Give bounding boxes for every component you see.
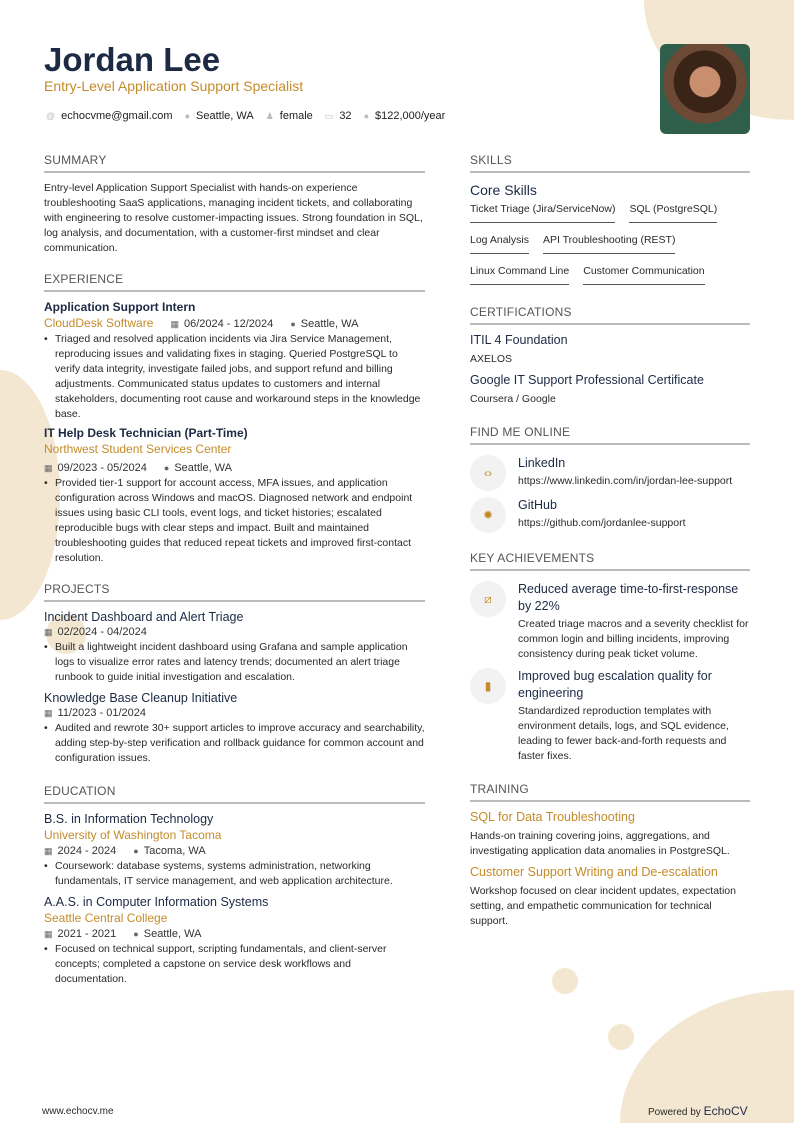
brand-name: EchoCV xyxy=(703,1104,748,1118)
contact-age xyxy=(325,109,352,124)
job-location xyxy=(164,461,232,476)
section-heading: SUMMARY xyxy=(44,153,425,173)
edu-description: • Coursework: database systems, systems administration, networking fundamentals, IT service management, and web application architecture. xyxy=(44,859,425,889)
bookmark-icon: ▮ xyxy=(470,668,506,704)
bookmark-slash-icon: ⧄ xyxy=(470,581,506,617)
calendar-icon: ▭ xyxy=(324,111,334,121)
link-name: GitHub xyxy=(518,498,557,512)
education-item xyxy=(44,895,425,987)
contact-text: 32 xyxy=(339,110,352,122)
training-text: Workshop focused on clear incident updates, expectation setting, and empathetic communication for technical support. xyxy=(470,885,736,927)
school: University of Washington Tacoma xyxy=(44,828,222,842)
training-title: SQL for Data Troubleshooting xyxy=(470,810,635,824)
section-heading: CERTIFICATIONS xyxy=(470,305,750,325)
contact-text: Seattle, WA xyxy=(196,110,254,122)
contact-text: female xyxy=(279,110,313,122)
school: Seattle Central College xyxy=(44,911,168,925)
edu-location xyxy=(133,927,201,942)
contact-gender xyxy=(266,109,313,124)
location-text: Seattle, WA xyxy=(300,318,359,330)
person-icon: ♟ xyxy=(265,111,274,121)
dollar-icon: ● xyxy=(363,111,369,121)
section-heading: EXPERIENCE xyxy=(44,272,425,292)
footer-powered xyxy=(648,1104,748,1120)
cert-name: ITIL 4 Foundation xyxy=(470,333,568,347)
experience-item xyxy=(44,300,425,422)
job-dates xyxy=(170,317,273,332)
skill-tag: Log Analysis xyxy=(470,233,529,254)
calendar-icon: ▦ xyxy=(44,929,53,939)
job-dates xyxy=(44,461,147,476)
skill-tag: Linux Command Line xyxy=(470,264,569,285)
contact-text: echocvme@gmail.com xyxy=(61,110,173,122)
skill-tag: Customer Communication xyxy=(583,264,704,285)
job-company: Northwest Student Services Center xyxy=(44,442,232,456)
dates-text: 09/2023 - 05/2024 xyxy=(57,462,147,474)
footer-site[interactable]: www.echocv.me xyxy=(42,1106,114,1117)
project-item xyxy=(44,610,425,685)
location-text: Seattle, WA xyxy=(174,462,232,474)
decor-circle xyxy=(552,968,578,994)
dates-text: 06/2024 - 12/2024 xyxy=(183,318,274,330)
edu-dates xyxy=(44,927,116,942)
location-text: Seattle, WA xyxy=(143,928,202,940)
job-company: CloudDesk Software xyxy=(44,316,154,330)
contact-salary xyxy=(364,109,446,124)
degree: A.A.S. in Computer Information Systems xyxy=(44,895,269,909)
summary-text: Entry-level Application Support Specialist with hands-on experience troubleshooting SaaS applications, managing incident tickets, and collaborating with engineering to resolve customer-impacting issues. Strong foundation in SQL, log analysis, and documentation, with a customer-first mindset and clear communication. xyxy=(44,182,423,254)
online-linkedin[interactable] xyxy=(470,455,750,491)
location-text: Tacoma, WA xyxy=(143,845,206,857)
job-description: • Triaged and resolved application incidents via Jira Service Management, reproducing issues and validating fixes in staging. Queried PostgreSQL to verify data integrity, investigate failed jobs, and support refund and billing adjustments. Communicated status updates to customers and internal stakeholders, documenting root cause and workaround steps in the knowledge base. xyxy=(44,332,425,422)
dates-text: 11/2023 - 01/2024 xyxy=(57,707,146,719)
link-name: LinkedIn xyxy=(518,456,566,470)
candidate-title: Entry-Level Application Support Specialist xyxy=(44,78,304,94)
location-icon: ● xyxy=(184,111,191,121)
job-description: • Provided tier-1 support for account access, MFA issues, and application configuration across Windows and macOS. Diagnosed network and endpoint issues using basic CLI tools, event logs, and ticket histories; escalated reproducible bugs with clear steps and impact. Built and maintained troubleshooting guides that reduced repeat tickets and improved first-contact resolution. xyxy=(44,476,425,566)
achievement-title: Reduced average time-to-first-response by 22% xyxy=(518,582,739,613)
cert-issuer: AXELOS xyxy=(470,353,513,365)
achievement-title: Improved bug escalation quality for engineering xyxy=(518,669,712,700)
at-icon: @ xyxy=(46,111,56,121)
section-heading: SKILLS xyxy=(470,153,750,173)
location-icon: ● xyxy=(133,846,139,856)
job-role: IT Help Desk Technician (Part-Time) xyxy=(44,426,248,440)
edu-description: • Focused on technical support, scripting fundamentals, and client-server concepts; completed a capstone on service desk workflows and documentation. xyxy=(44,942,425,987)
achievement-text: Standardized reproduction templates with environment details, logs, and SQL evidence, leading to fewer back-and-forth requests and faster fixes. xyxy=(518,705,729,762)
project-title: Incident Dashboard and Alert Triage xyxy=(44,610,244,624)
achievement-text: Created triage macros and a severity checklist for common login and billing incidents, improving consistency during peak ticket volume. xyxy=(518,618,749,660)
dates-text: 2024 - 2024 xyxy=(57,845,117,857)
calendar-icon: ▦ xyxy=(44,846,53,856)
cert-name: Google IT Support Professional Certificate xyxy=(470,373,704,387)
dates-text: 02/2024 - 04/2024 xyxy=(57,626,147,638)
skill-tag: Ticket Triage (Jira/ServiceNow) xyxy=(470,202,615,223)
decor-circle xyxy=(608,1024,634,1050)
github-icon: ✹ xyxy=(470,497,506,533)
edu-dates xyxy=(44,844,116,859)
contact-row xyxy=(46,109,445,124)
left-column xyxy=(44,153,425,987)
online-github[interactable] xyxy=(470,497,750,533)
achievement-item xyxy=(470,581,750,662)
training-title: Customer Support Writing and De-escalation xyxy=(470,865,718,879)
calendar-icon: ▦ xyxy=(44,627,53,637)
degree: B.S. in Information Technology xyxy=(44,812,214,826)
link-url[interactable]: https://github.com/jordanlee-support xyxy=(518,517,686,529)
candidate-name: Jordan Lee xyxy=(44,41,221,78)
section-heading: PROJECTS xyxy=(44,582,425,602)
profile-photo xyxy=(660,44,750,134)
linkedin-icon: ‹› xyxy=(470,455,506,491)
calendar-icon: ▦ xyxy=(170,319,179,329)
powered-text: Powered by xyxy=(648,1107,704,1118)
project-dates xyxy=(44,625,147,640)
project-item xyxy=(44,691,425,766)
contact-location xyxy=(185,109,254,124)
link-url[interactable]: https://www.linkedin.com/in/jordan-lee-support xyxy=(518,475,733,487)
dates-text: 2021 - 2021 xyxy=(57,928,117,940)
skill-tag: SQL (PostgreSQL) xyxy=(629,202,717,223)
cert-issuer: Coursera / Google xyxy=(470,393,556,405)
skills-list xyxy=(470,202,750,285)
achievement-item xyxy=(470,668,750,764)
experience-item xyxy=(44,426,425,566)
location-icon: ● xyxy=(290,319,296,329)
job-role: Application Support Intern xyxy=(44,300,196,314)
section-heading: KEY ACHIEVEMENTS xyxy=(470,551,750,571)
contact-text: $122,000/year xyxy=(375,110,446,122)
location-icon: ● xyxy=(133,929,139,939)
section-heading: EDUCATION xyxy=(44,784,425,804)
project-title: Knowledge Base Cleanup Initiative xyxy=(44,691,238,705)
project-description: • Audited and rewrote 30+ support articles to improve accuracy and searchability, adding step-by-step verification and rollback guidance for common account and configuration issues. xyxy=(44,721,425,766)
right-column xyxy=(470,153,750,929)
education-item xyxy=(44,812,425,889)
skill-tag: API Troubleshooting (REST) xyxy=(543,233,675,254)
section-heading: TRAINING xyxy=(470,782,750,802)
calendar-icon: ▦ xyxy=(44,463,53,473)
skills-group-title: Core Skills xyxy=(470,182,537,198)
project-dates xyxy=(44,706,146,721)
training-text: Hands-on training covering joins, aggregations, and investigating application data anomalies in PostgreSQL. xyxy=(470,830,730,857)
location-icon: ● xyxy=(163,463,170,473)
section-heading: FIND ME ONLINE xyxy=(470,425,750,445)
project-description: • Built a lightweight incident dashboard using Grafana and sample application logs to visualize error rates and latency trends; documented an alert triage runbook to guide initial investigation and escalation. xyxy=(44,640,425,685)
job-location xyxy=(290,317,358,332)
calendar-icon: ▦ xyxy=(44,708,53,718)
contact-email xyxy=(46,109,173,124)
edu-location xyxy=(133,844,205,859)
